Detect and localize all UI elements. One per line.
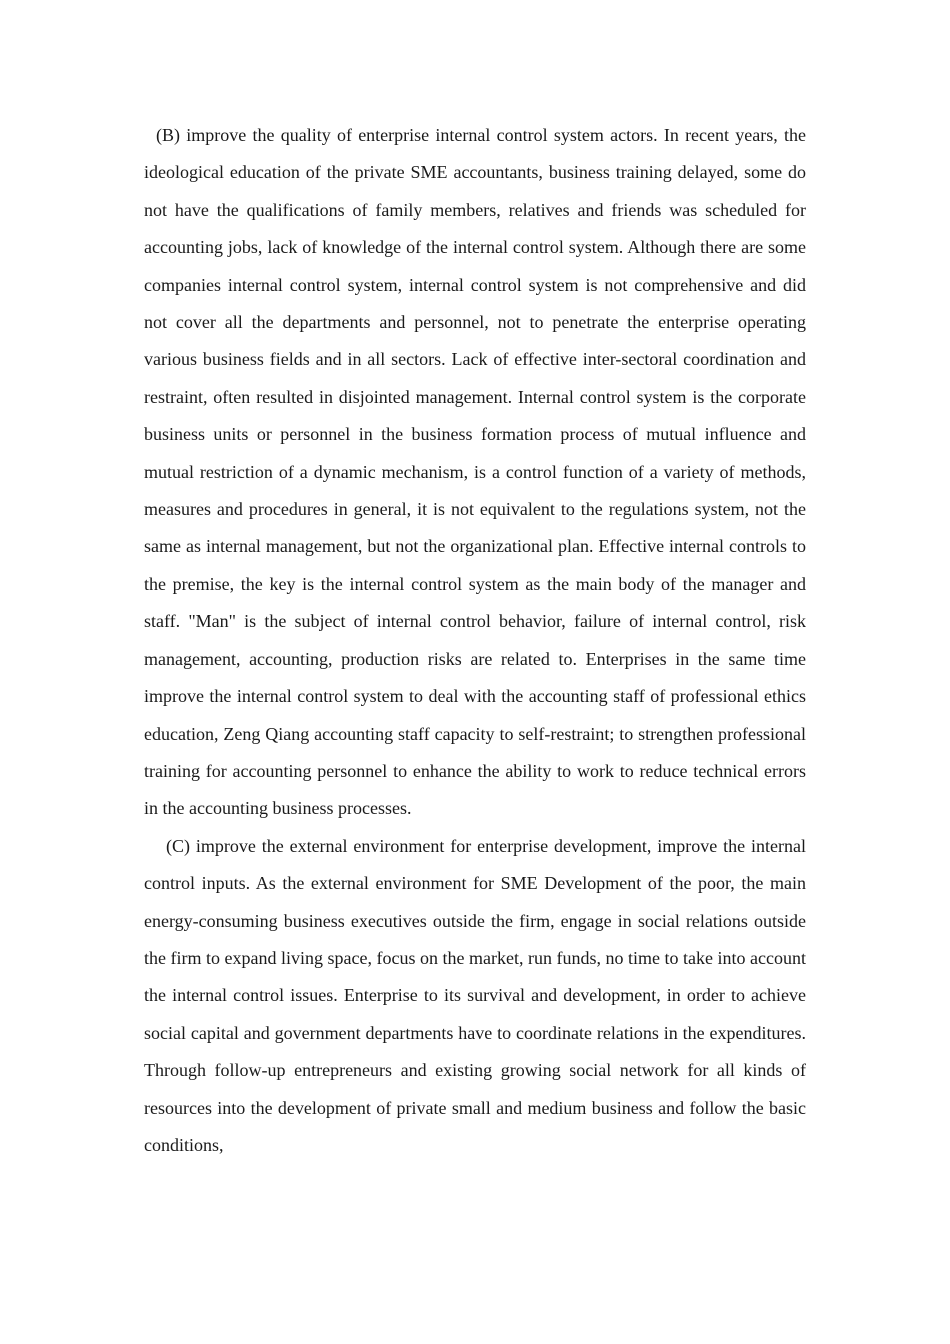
paragraph-b: (B) improve the quality of enterprise internal control system actors. In recent years, the ideological education of the private SME accountants, business training delayed, some do not have the qualifications of family members, relatives and friends was scheduled for accounting jobs, lack of knowledge of the internal control system. Although there are some companies internal control system, internal control system is not comprehensive and did not cover all the departments and personnel, not to penetrate the enterprise operating various business fields and in all sectors. Lack of effective inter-sectoral coordination and restraint, often resulted in disjointed management. Internal control system is the corporate business units or personnel in the business formation process of mutual influence and mutual restriction of a dynamic mechanism, is a control function of a variety of methods, measures and procedures in general, it is not equivalent to the regulations system, not the same as internal management, but not the organizational plan. Effective internal controls to the premise, the key is the internal control system as the main body of the manager and staff. "Man" is the subject of internal control behavior, failure of internal control, risk management, accounting, production risks are related to. Enterprises in the same time improve the internal control system to deal with the accounting staff of professional ethics education, Zeng Qiang accounting staff capacity to self-restraint; to strengthen professional training for accounting personnel to enhance the ability to work to reduce technical errors in the accounting business processes. — [144, 125, 806, 819]
body-text — [144, 117, 806, 1164]
paragraph-c: (C) improve the external environment for enterprise development, improve the internal control inputs. As the external environment for SME Development of the poor, the main energy-consuming business executives outside the firm, engage in social relations outside the firm to expand living space, focus on the market, run funds, no time to take into account the internal control issues. Enterprise to its survival and development, in order to achieve social capital and government departments have to coordinate relations in the expenditures. Through follow-up entrepreneurs and existing growing social network for all kinds of resources into the development of private small and medium business and follow the basic conditions, — [144, 835, 806, 1155]
